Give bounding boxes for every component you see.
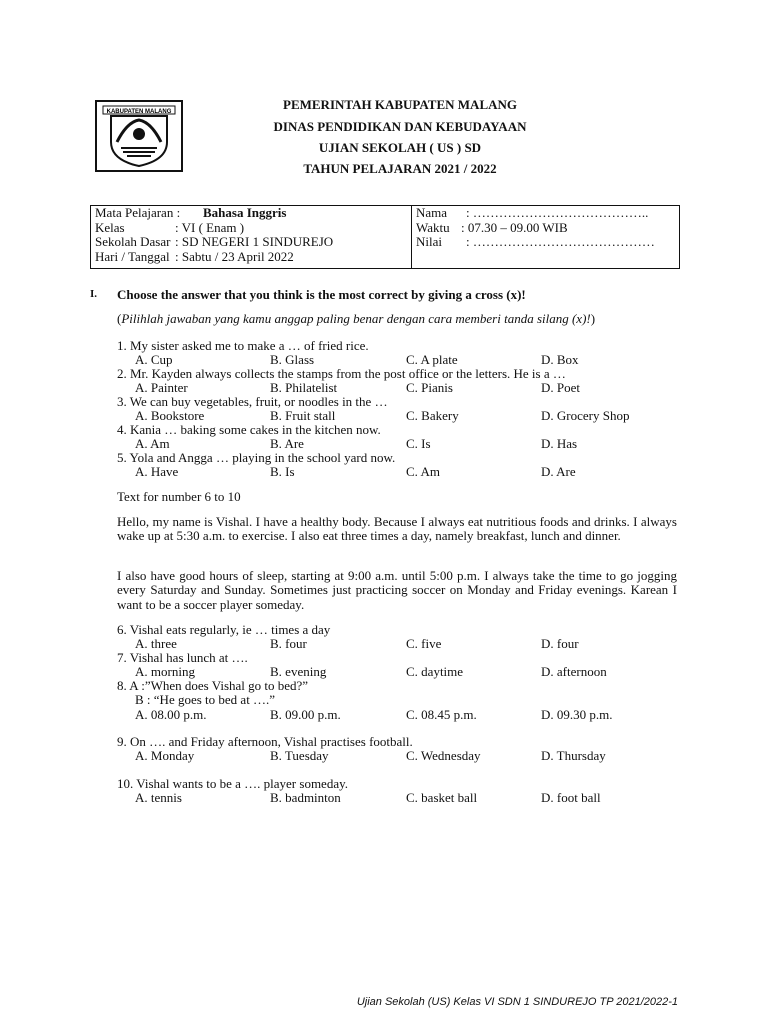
info-left-cell <box>91 206 412 269</box>
question-8-line-2: B : “He goes to bed at ….” <box>135 692 276 707</box>
reading-paragraph-1: Hello, my name is Vishal. I have a healthy body. Because I always eat nutritious foods and drinks. I always wake up at 5:30 a.m. to exercise. I also eat three times a day, namely breakfast, lunch and dinner. <box>117 514 677 544</box>
q5-option-a[interactable]: A. Have <box>135 464 179 479</box>
q1-option-b[interactable]: B. Glass <box>270 352 315 367</box>
regency-emblem-icon <box>97 102 181 170</box>
question-9: 9. On …. and Friday afternoon, Vishal practises football. <box>117 734 413 749</box>
q8-option-c[interactable]: C. 08.45 p.m. <box>406 707 477 722</box>
section-translation: (Pilihlah jawaban yang kamu anggap paling benar dengan cara memberi tanda silang (x)!) <box>117 311 596 326</box>
info-time: Waktu : 07.30 – 09.00 WIB <box>416 219 568 235</box>
q4-option-b[interactable]: B. Are <box>270 436 304 451</box>
q10-option-a[interactable]: A. tennis <box>135 790 182 805</box>
q3-option-c[interactable]: C. Bakery <box>406 408 459 423</box>
q5-option-b[interactable]: B. Is <box>270 464 295 479</box>
question-10: 10. Vishal wants to be a …. player someday. <box>117 776 349 791</box>
q10-option-b[interactable]: B. badminton <box>270 790 341 805</box>
q9-option-c[interactable]: C. Wednesday <box>406 748 481 763</box>
q7-option-d[interactable]: D. afternoon <box>541 664 607 679</box>
q6-option-a[interactable]: A. three <box>135 636 177 651</box>
q7-option-b[interactable]: B. evening <box>270 664 327 679</box>
regency-logo <box>95 100 183 172</box>
q3-option-d[interactable]: D. Grocery Shop <box>541 408 630 423</box>
q9-option-d[interactable]: D. Thursday <box>541 748 606 763</box>
q4-option-a[interactable]: A. Am <box>135 436 170 451</box>
info-right-cell <box>412 206 680 269</box>
q9-option-b[interactable]: B. Tuesday <box>270 748 329 763</box>
header-line-2: DINAS PENDIDIKAN DAN KEBUDAYAAN <box>273 119 527 134</box>
page-footer: Ujian Sekolah (US) Kelas VI SDN 1 SINDUREJO TP 2021/2022-1 <box>356 996 678 1008</box>
info-subject: Mata Pelajaran : Bahasa Inggris <box>95 205 287 220</box>
question-5: 5. Yola and Angga … playing in the school yard now. <box>117 450 396 465</box>
info-date: Hari / Tanggal : Sabtu / 23 April 2022 <box>95 248 294 264</box>
q5-option-d[interactable]: D. Are <box>541 464 576 479</box>
question-7: 7. Vishal has lunch at …. <box>117 650 248 665</box>
q1-option-d[interactable]: D. Box <box>541 352 579 367</box>
q4-option-c[interactable]: C. Is <box>406 436 431 451</box>
q1-option-a[interactable]: A. Cup <box>135 352 173 367</box>
q7-option-c[interactable]: C. daytime <box>406 664 464 679</box>
section-instruction: Choose the answer that you think is the most correct by giving a cross (x)! <box>117 287 526 302</box>
q8-option-d[interactable]: D. 09.30 p.m. <box>541 707 613 722</box>
question-6: 6. Vishal eats regularly, ie … times a day <box>117 622 331 637</box>
info-class: Kelas : VI ( Enam ) <box>95 219 245 235</box>
info-score: Nilai : …………………………………… <box>416 234 655 249</box>
q6-option-d[interactable]: D. four <box>541 636 579 651</box>
q8-option-b[interactable]: B. 09.00 p.m. <box>270 707 341 722</box>
logo-caption: KABUPATEN MALANG <box>106 109 172 115</box>
q2-option-d[interactable]: D. Poet <box>541 380 580 395</box>
q3-option-a[interactable]: A. Bookstore <box>135 408 205 423</box>
q10-option-c[interactable]: C. basket ball <box>406 790 478 805</box>
reading-paragraph-2: I also have good hours of sleep, starting at 9:00 a.m. until 5:00 p.m. I always take the time to go jogging every Saturday and Sunday. Sometimes just practicing soccer on Monday and Friday evenings. Karean I want to be a soccer player someday. <box>117 568 677 612</box>
q2-option-a[interactable]: A. Painter <box>135 380 188 395</box>
q10-option-d[interactable]: D. foot ball <box>541 790 601 805</box>
section-number: I. <box>90 288 98 300</box>
header-line-3: UJIAN SEKOLAH ( US ) SD <box>318 140 482 155</box>
q7-option-a[interactable]: A. morning <box>135 664 195 679</box>
info-school: Sekolah Dasar : SD NEGERI 1 SINDUREJO <box>95 234 334 249</box>
question-4: 4. Kania … baking some cakes in the kitchen now. <box>117 422 381 437</box>
question-3: 3. We can buy vegetables, fruit, or noodles in the … <box>117 394 388 409</box>
question-2: 2. Mr. Kayden always collects the stamps from the post office or the letters. He is a … <box>117 366 566 381</box>
q1-option-c[interactable]: C. A plate <box>406 352 458 367</box>
header-line-1: PEMERINTAH KABUPATEN MALANG <box>283 97 517 112</box>
q2-option-b[interactable]: B. Philatelist <box>270 380 338 395</box>
q4-option-d[interactable]: D. Has <box>541 436 578 451</box>
q3-option-b[interactable]: B. Fruit stall <box>270 408 336 423</box>
q6-option-b[interactable]: B. four <box>270 636 307 651</box>
question-1: 1. My sister asked me to make a … of fried rice. <box>117 338 369 353</box>
q5-option-c[interactable]: C. Am <box>406 464 440 479</box>
header-line-4: TAHUN PELAJARAN 2021 / 2022 <box>303 161 497 176</box>
exam-info-table <box>90 205 680 269</box>
q2-option-c[interactable]: C. Pianis <box>406 380 453 395</box>
reading-text-intro: Text for number 6 to 10 <box>117 489 241 504</box>
q6-option-c[interactable]: C. five <box>406 636 442 651</box>
info-name: Nama : ………………………………….. <box>416 205 649 220</box>
q8-option-a[interactable]: A. 08.00 p.m. <box>135 707 207 722</box>
question-8-line-1: 8. A :”When does Vishal go to bed?” <box>117 678 309 693</box>
q9-option-a[interactable]: A. Monday <box>135 748 195 763</box>
